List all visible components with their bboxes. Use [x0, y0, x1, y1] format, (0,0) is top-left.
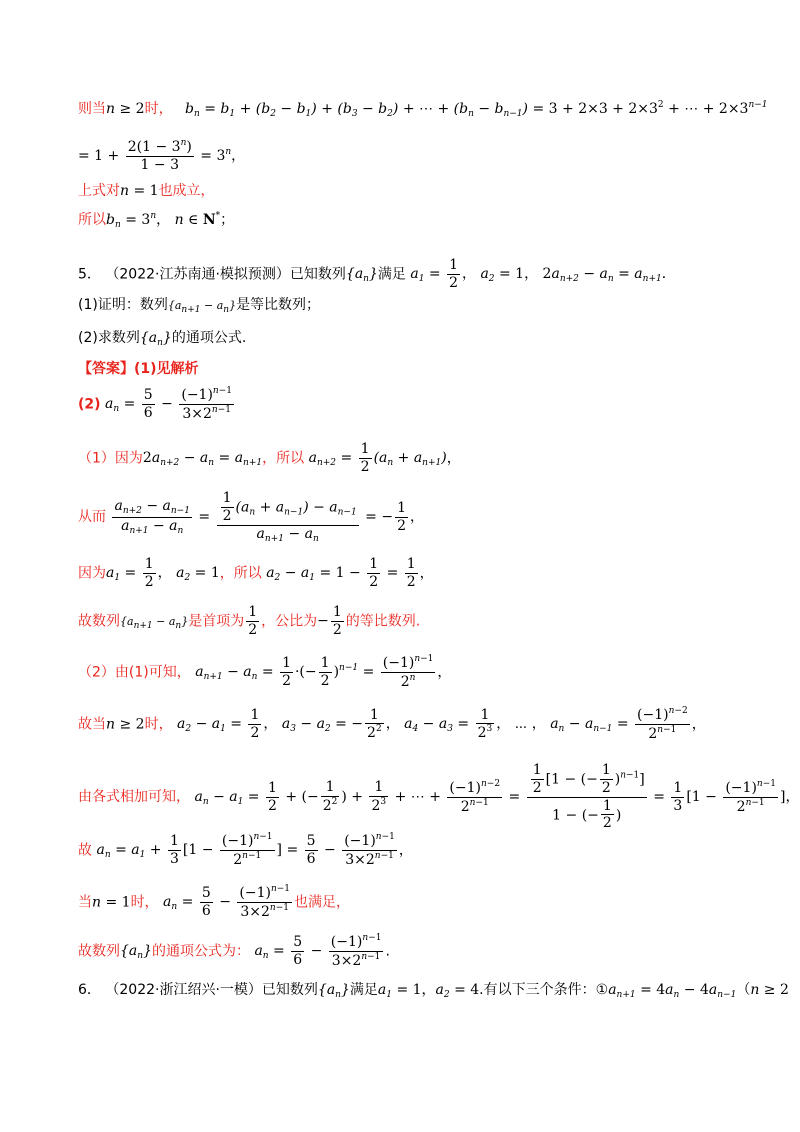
question-number: 6．	[78, 982, 101, 998]
text: 因为	[78, 565, 106, 582]
solution-5-part-2-step-1: （2）由(1)可知， $a_{n+1} - a_n$ = $\frac{1}{2}$ ·(− $\frac{1}{2}$ )$^{n-1}$ = $\frac{(-1)^{n-1}}{2^n}$ ，	[78, 654, 452, 690]
math: n = 1	[120, 183, 159, 199]
question-source: （2022·江苏南通·模拟预测）	[105, 266, 290, 283]
math: $\{a_{n+1} - a_n\}$	[120, 615, 189, 632]
text: 由各式相加可知，	[78, 789, 190, 806]
text: ，所以	[219, 565, 262, 582]
math: n = 1	[92, 894, 131, 911]
math: $a_2 = 4$	[435, 982, 480, 1000]
math: $a_2 - a_1$ = $\frac{1}{2}$ ， $a_3 - a_2$ = − $\frac{1}{2^2}$ ， $a_4 - a_3$ = $\frac{1}{2^3}$ ， ⋯ ， $a_n - a_{n-1}$ = $\frac{(-1)^{n-2}}{2^{n-1}}$	[177, 706, 688, 742]
text: 故数列	[78, 613, 120, 630]
text: 所以	[78, 212, 106, 228]
math: $a_2 - a_1 = 1$ − $\frac{1}{2}$ = $\frac{1}{2}$	[266, 556, 416, 590]
math-conditions: $a_1$ = $\frac{1}{2}$ ， $a_2 = 1$， $2a_{n+2} - a_n = a_{n+1}$．	[410, 257, 676, 291]
text: 是首项为	[188, 613, 245, 630]
solution-5-part-2-step-2: 故当n ≥ 2时， $a_2 - a_1$ = $\frac{1}{2}$ ， $a_3 - a_2$ = − $\frac{1}{2^2}$ ， $a_4 - a_3$ = $\frac{1}{2^3}$ ， ⋯ ， $a_n - a_{n-1}$ = $\frac{(-1)^{n-2}}{2^{n-1}}$ ，	[78, 706, 706, 742]
question-5-part-2	[78, 330, 246, 349]
math: $b_n = 3^n$	[106, 211, 157, 230]
math: n ≥ 2	[750, 982, 789, 998]
text: （	[736, 982, 751, 998]
text: 则当	[78, 101, 106, 117]
math-bn-telescoping: $b_n = b_1 + (b_2 - b_1) + (b_3 - b_2)$ + ⋯ + $(b_n - b_{n-1}) = 3 + 2\times 3 + 2\times 3^2$ + ⋯ + $2\times 3^{n-1}$	[185, 100, 768, 119]
text: 时，	[144, 101, 173, 117]
text: 故当	[78, 716, 106, 733]
text: (2)	[78, 396, 101, 413]
text: 已知数列	[261, 982, 318, 998]
solution-line-conclusion: 所以$b_n = 3^n$， n ∈ N*；	[78, 211, 235, 230]
text: ，公比为	[261, 613, 318, 630]
text: .有以下三个条件：①	[479, 982, 609, 998]
text: (1)见解析	[134, 361, 199, 377]
solution-5-step-3: 因为$a_1$ = $\frac{1}{2}$ ， $a_2 = 1$，所以 $a_2 - a_1 = 1$ − $\frac{1}{2}$ = $\frac{1}{2}$ ，	[78, 556, 434, 590]
math: $a_{n+2}$ = $\frac{1}{2}$ $(a_n + a_{n+1})$	[308, 441, 447, 475]
math: $\{a_n\}$	[139, 330, 172, 348]
text: 当	[78, 894, 92, 911]
question-5-part-1	[78, 297, 320, 316]
answer-header	[78, 361, 199, 379]
text: 故	[78, 842, 92, 859]
text: 的等比数列.	[345, 613, 421, 630]
math: $a_n$ = $\frac{5}{6}$ − $\frac{(-1)^{n-1}}{3\times 2^{n-1}}$	[254, 933, 382, 969]
math: n ∈ N*	[174, 211, 221, 228]
math: n ≥ 2	[106, 716, 145, 733]
math: $a_1 = 1$	[377, 982, 422, 1000]
text: 满足	[377, 266, 406, 283]
math: $a_n$ = $\frac{5}{6}$ − $\frac{(-1)^{n-1}}{3\times 2^{n-1}}$	[163, 884, 291, 920]
text: 的通项公式.	[171, 330, 247, 346]
math: $a_1$ = $\frac{1}{2}$ ， $a_2 = 1$	[106, 556, 220, 590]
solution-5-step-4: 故数列$\{a_{n+1} - a_n\}$是首项为 $\frac{1}{2}$ ，公比为− $\frac{1}{2}$ 的等比数列.	[78, 604, 421, 638]
math: $\{a_{n+1} - a_n\}$	[167, 299, 237, 315]
math: $a_{n+1} = 4a_n - 4a_{n-1}$	[608, 982, 737, 1000]
text: ，	[421, 982, 436, 998]
text: 时，	[144, 716, 173, 733]
text: 也成立，	[158, 183, 215, 199]
text: 是等比数列；	[236, 297, 321, 313]
question-5	[78, 257, 676, 292]
text: （2）由(1)可知，	[78, 664, 191, 681]
solution-5-part-2-conclusion: 故数列$\{a_n\}$的通项公式为： $a_n$ = $\frac{5}{6}$ − $\frac{(-1)^{n-1}}{3\times 2^{n-1}}$ .	[78, 933, 390, 969]
solution-5-step-1: （1）因为$2a_{n+2} - a_n = a_{n+1}$，所以 $a_{n+2}$ = $\frac{1}{2}$ $(a_n + a_{n+1})$，	[78, 441, 461, 475]
text: （1）因为	[78, 450, 143, 467]
math: = 1 + $\frac{2(1 - 3^n)}{1 - 3}$ = $3^n$	[78, 138, 232, 173]
question-source: （2022·浙江绍兴·一模）	[105, 982, 262, 998]
question-6	[78, 982, 789, 1001]
text: (2)求数列	[78, 330, 140, 346]
math: $\{a_n\}$	[317, 982, 350, 1000]
math: $\{a_n\}$	[345, 266, 378, 285]
answer-tag: 【答案】	[78, 361, 134, 377]
answer-part-2	[78, 386, 236, 423]
math: $a_n$ = $\frac{5}{6}$ − $\frac{(-1)^{n-1}}{3\times 2^{n-1}}$	[105, 386, 232, 422]
text: 上式对	[78, 183, 120, 199]
text: ，所以	[262, 450, 305, 467]
math: $2a_{n+2} - a_n = a_{n+1}$	[142, 450, 263, 469]
text: 故数列	[78, 943, 120, 960]
solution-5-part-2-step-5	[78, 884, 350, 921]
solution-5-step-2: 从而 $\frac{a_{n+2} - a_{n-1}}{a_{n+1} - a_n}$ = $\frac{1}{2}$ $(a_n + a_{n-1}) - a_{n-1}$ $a_{n+1} - a_n$ = − $\frac{1}{2}$ ，	[78, 490, 425, 544]
math: $a_n = a_1$ + $\frac{1}{3}$ [1 − $\frac{(-1)^{n-1}}{2^{n-1}}$ ] = $\frac{5}{6}$ − $\frac{(-1)^{n-1}}{3\times 2^{n-1}}$	[96, 832, 395, 868]
math: n ≥ 2	[106, 101, 145, 117]
solution-5-part-2-step-4: 故 $a_n = a_1$ + $\frac{1}{3}$ [1 − $\frac{(-1)^{n-1}}{2^{n-1}}$ ] = $\frac{5}{6}$ − $\frac{(-1)^{n-1}}{3\times 2^{n-1}}$ ，	[78, 832, 413, 868]
solution-line-n1	[78, 183, 215, 201]
math: $\frac{a_{n+2} - a_{n-1}}{a_{n+1} - a_n}$ = $\frac{1}{2}$ $(a_n + a_{n-1}) - a_{n-1}$ $a_{n+1} - a_n$ = − $\frac{1}{2}$	[114, 490, 407, 544]
text: 也满足，	[294, 894, 351, 911]
solution-5-part-2-step-3: 由各式相加可知， $a_n - a_1$ = $\frac{1}{2}$ + (− $\frac{1}{2^2}$ ) + $\frac{1}{2^3}$ + ⋯ + $\frac{(-1)^{n-2}}{2^{n-1}}$ = $\frac{1}{2}$ [1 − (− $\frac{1}{2}$ )$^{n-1}$] 1 − (− $\frac{1}{2}$ ) = $\frac{1}{3}$ [1 − $\frac{(-1)^{n-1}}{2^{n-1}}$ ]，	[78, 762, 800, 832]
text: 满足	[349, 982, 378, 998]
text: 的通项公式为：	[151, 943, 250, 960]
math: $\{a_n\}$	[120, 943, 152, 962]
math: $a_n - a_1$ = $\frac{1}{2}$ + (− $\frac{1}{2^2}$ ) + $\frac{1}{2^3}$ + ⋯ + $\frac{(-1)^{n-2}}{2^{n-1}}$ = $\frac{1}{2}$ [1 − (− $\frac{1}{2}$ )$^{n-1}$] 1 − (− $\frac{1}{2}$ ) = $\frac{1}{3}$ [1 − $\frac{(-1)^{n-1}}{2^{n-1}}$ ]	[194, 762, 786, 832]
text: 时，	[130, 894, 159, 911]
math: $a_{n+1} - a_n$ = $\frac{1}{2}$ ·(− $\frac{1}{2}$ )$^{n-1}$ = $\frac{(-1)^{n-1}}{2^n}$	[195, 654, 434, 690]
text: 已知数列	[289, 266, 346, 283]
solution-line-sum-result: = 1 + $\frac{2(1 - 3^n)}{1 - 3}$ = $3^n$，	[78, 138, 246, 173]
question-number: 5．	[78, 266, 101, 283]
text: (1)证明：数列	[78, 297, 168, 313]
text: 从而	[78, 509, 106, 526]
solution-line-bn-sum	[78, 100, 768, 120]
